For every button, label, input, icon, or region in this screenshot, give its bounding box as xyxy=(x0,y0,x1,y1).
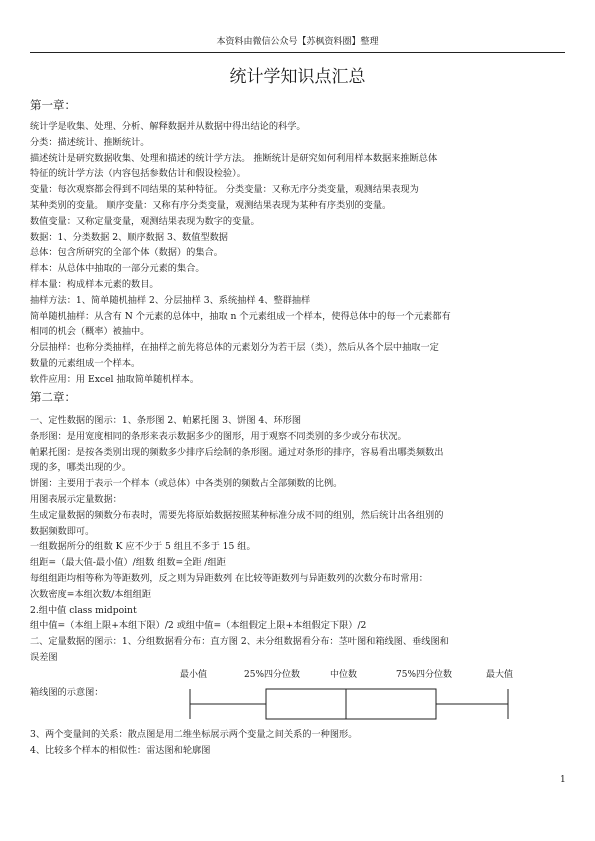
text-line: 3、两个变量间的关系：散点图是用二维坐标展示两个变量之间关系的一种图形。 xyxy=(30,729,358,740)
header-rule xyxy=(30,52,565,53)
text-line: 分层抽样：也称分类抽样，在抽样之前先将总体的元素划分为若干层（类），然后从各个层中抽取一定 xyxy=(30,342,439,354)
text-line: 4、比较多个样本的相似性：雷达图和轮廓图 xyxy=(30,745,211,756)
text-line: 样本量：构成样本元素的数目。 xyxy=(30,279,159,290)
text-line: 条形图：是用宽度相同的条形来表示数据多少的图形，用于观察不同类别的多少或分布状况。 xyxy=(30,430,407,442)
text-line: 二、定量数据的图示：1、分组数据看分布：直方图 2、未分组数据看分布：茎叶图和箱线图、垂线图和 xyxy=(30,636,449,648)
boxplot-label-max: 最大值 xyxy=(486,670,514,680)
text-line: 次数密度=本组次数/本组组距 xyxy=(30,588,152,600)
document-title: 统计学知识点汇总 xyxy=(229,67,366,87)
page-number: 1 xyxy=(560,775,566,785)
text-line: 某种类别的变量。 顺序变量：又称有序分类变量，观测结果表现为某种有序类别的变量。 xyxy=(30,200,392,211)
text-line: 饼图：主要用于表示一个样本（或总体）中各类别的频数占全部频数的比例。 xyxy=(30,478,343,490)
boxplot-label-median: 中位数 xyxy=(330,670,358,680)
text-line: 样本：从总体中抽取的一部分元素的集合。 xyxy=(30,263,205,275)
text-line: 用图表展示定量数据： xyxy=(30,494,122,505)
text-line: 相同的机会（概率）被抽中。 xyxy=(30,326,150,338)
text-line: 现的多，哪类出现的少。 xyxy=(30,462,132,474)
text-line: 数量的元素组成一个样本。 xyxy=(30,358,141,369)
text-line: 变量：每次观察都会得到不同结果的某种特征。 分类变量：又称无序分类变量，观测结果表现为 xyxy=(30,184,419,196)
text-line: 帕累托图：是按各类别出现的频数多少排序后绘制的条形图。通过对条形的排序，容易看出哪类频数出 xyxy=(30,446,444,458)
text-line: 组距=（最大值-最小值）/组数 组数=全距 /组距 xyxy=(30,557,226,569)
text-line: 统计学是收集、处理、分析、解释数据并从数据中得出结论的科学。 xyxy=(30,121,306,132)
chapter-1-heading: 第一章： xyxy=(30,98,76,112)
text-line: 描述统计是研究数据收集、处理和描述的统计学方法。 推断统计是研究如何利用样本数据来推断总体 xyxy=(30,152,438,164)
page-header: 本资料由微信公众号【苏枫资料圈】整理 xyxy=(216,37,379,47)
text-line: 特征的统计学方法（内容包括参数估计和假设检验）。 xyxy=(30,168,246,180)
boxplot-label-q3: 75%四分位数 xyxy=(396,670,453,680)
boxplot-box xyxy=(266,689,436,719)
text-line: 一组数据所分的组数 K 应不少于 5 组且不多于 15 组。 xyxy=(30,541,256,553)
boxplot-label-q1: 25%四分位数 xyxy=(244,670,301,680)
text-line: 简单随机抽样：从含有 N 个元素的总体中，抽取 n 个元素组成一个样本，使得总体中的每一个元素都有 xyxy=(30,310,451,322)
text-line: 分类：描述统计、推断统计。 xyxy=(30,136,150,148)
boxplot-graphic xyxy=(180,686,520,722)
text-line: 组中值=（本组上限+本组下限）/2 或组中值=（本组假定上限+本组假定下限）/2 xyxy=(30,620,367,632)
text-line: 数据频数即可。 xyxy=(30,525,95,537)
chapter-2-heading: 第二章： xyxy=(30,390,76,404)
boxplot-label-min: 最小值 xyxy=(180,670,208,680)
text-line: 数值变量：又称定量变量，观测结果表现为数字的变量。 xyxy=(30,215,260,227)
text-line: 软件应用：用 Excel 抽取简单随机样本。 xyxy=(30,373,200,385)
text-line: 每组组距均相等称为等距数列，反之则为异距数列 在比较等距数列与异距数列的次数分布时常用： xyxy=(30,573,428,584)
text-line: 生成定量数据的频数分布表时，需要先将原始数据按照某种标准分成不同的组别，然后统计出各组别的 xyxy=(30,509,444,521)
text-line: 误差图 xyxy=(30,652,58,663)
boxplot-caption: 箱线图的示意图： xyxy=(30,687,104,698)
text-line: 2.组中值 class midpoint xyxy=(30,604,137,616)
text-line: 抽样方法：1、简单随机抽样 2、分层抽样 3、系统抽样 4、整群抽样 xyxy=(30,294,311,306)
text-line: 总体：包含所研究的全部个体（数据）的集合。 xyxy=(30,247,223,259)
text-line: 数据：1、分类数据 2、顺序数据 3、数值型数据 xyxy=(30,231,228,243)
text-line: 一、定性数据的图示：1、条形图 2、帕累托图 3、饼图 4、环形图 xyxy=(30,415,302,426)
